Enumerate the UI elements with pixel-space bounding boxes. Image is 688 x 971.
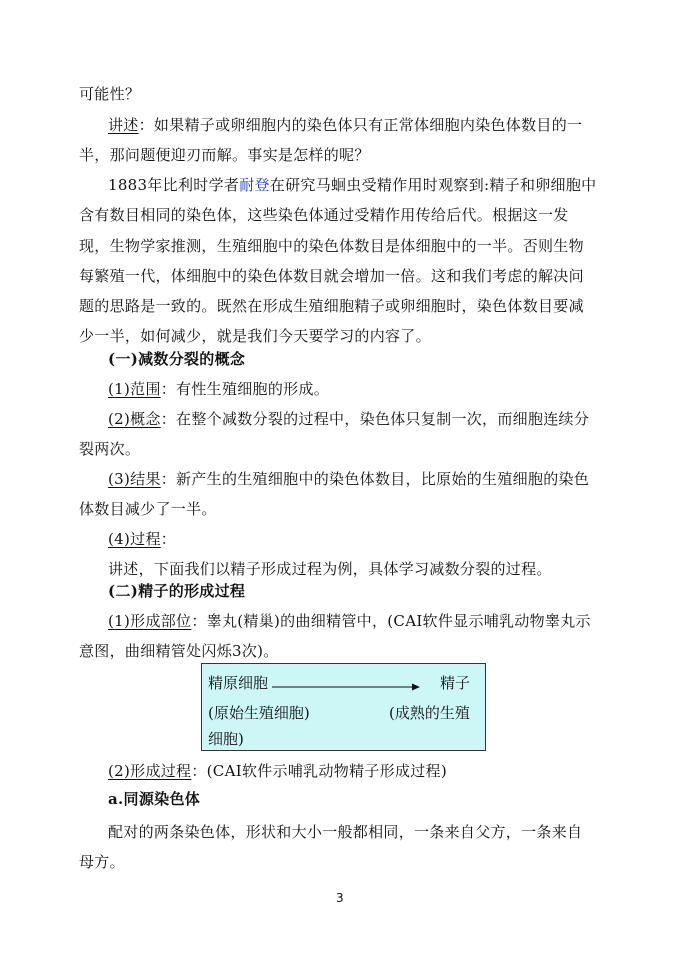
scientist-link[interactable]: 耐登 (239, 176, 270, 194)
lecture-paragraph-1-line2 (79, 145, 370, 165)
history-paragraph-line4 (79, 266, 584, 286)
item-label: (2)形成过程 (108, 762, 192, 780)
history-paragraph-line2 (79, 205, 569, 225)
item-location (108, 611, 591, 631)
section-heading-1 (108, 349, 245, 369)
text: ：新产生的生殖细胞中的染色体数目，比原始的生殖细胞的染色 (160, 470, 590, 488)
history-paragraph (108, 175, 596, 195)
item-concept-line2 (79, 439, 140, 459)
heading-text: (一)减数分裂的概念 (108, 350, 246, 368)
text: ：如果精子或卵细胞内的染色体只有正常体细胞内染色体数目的一 (138, 116, 583, 134)
lecture-paragraph-2 (108, 559, 552, 579)
item-scope (108, 379, 329, 399)
item-result (108, 469, 589, 489)
item-label: (1)形成部位 (108, 612, 192, 630)
diagram-source-note: (原始生殖细胞) (208, 704, 310, 722)
text: 可能性？ (79, 85, 141, 103)
item-formation-process (108, 761, 447, 781)
text: 裂两次。 (79, 440, 141, 458)
diagram-target-label: 精子 (440, 674, 471, 692)
arrow-right-icon (272, 683, 420, 691)
text: 1883年比利时学者 (108, 176, 240, 194)
text: 讲述，下面我们以精子形成过程为例，具体学习减数分裂的过程。 (108, 560, 552, 578)
item-location-line2 (79, 641, 279, 661)
page-number: 3 (336, 891, 344, 905)
item-process (108, 529, 176, 549)
text: 每繁殖一代，体细胞中的染色体数目就会增加一倍。这和我们考虑的解决问 (79, 267, 584, 285)
item-label: (3)结果 (108, 470, 161, 488)
heading-text: a.同源染色体 (108, 790, 201, 808)
text: 配对的两条染色体，形状和大小一般都相同，一条来自父方，一条来自 (108, 823, 583, 841)
text: 在研究马蛔虫受精作用时观察到:精子和卵细胞中 (269, 176, 597, 194)
item-concept (108, 409, 589, 429)
paragraph-continuation (79, 84, 140, 104)
homologous-definition-line2 (79, 852, 125, 872)
text: 体数目减少了一半。 (79, 500, 217, 518)
text: ：有性生殖细胞的形成。 (160, 380, 330, 398)
item-label: (1)范围 (108, 380, 161, 398)
text: ：(CAI软件示哺乳动物精子形成过程) (191, 762, 447, 780)
item-result-line2 (79, 499, 217, 519)
lecture-label: 讲述 (108, 116, 139, 134)
history-paragraph-line3 (79, 236, 584, 256)
text: 半，那问题便迎刃而解。事实是怎样的呢？ (79, 146, 370, 164)
item-label: (2)概念 (108, 410, 161, 428)
text: 现，生物学家推测，生殖细胞中的染色体数目是体细胞中的一半。否则生物 (79, 237, 584, 255)
text: ： (160, 530, 177, 548)
spermatogenesis-diagram-box (201, 663, 486, 751)
section-heading-2 (108, 581, 245, 601)
text: 母方。 (79, 853, 125, 871)
text: ：在整个减数分裂的过程中，染色体只复制一次，而细胞连续分 (160, 410, 590, 428)
history-paragraph-line5 (79, 296, 584, 316)
text: 题的思路是一致的。既然在形成生殖细胞精子或卵细胞时，染色体数目要减 (79, 297, 584, 315)
subsection-heading-a (108, 789, 200, 809)
lecture-paragraph-1 (108, 115, 582, 135)
diagram-target-note-cont: 细胞) (208, 730, 244, 748)
text: 少一半，如何减少，就是我们今天要学习的内容了。 (79, 327, 431, 345)
item-label: (4)过程 (108, 530, 161, 548)
diagram-source-label: 精原细胞 (208, 674, 269, 692)
history-paragraph-line6 (79, 326, 431, 346)
text: 意图，曲细精管处闪烁3次)。 (79, 642, 279, 660)
diagram-target-note: (成熟的生殖 (389, 704, 470, 722)
text: ：睾丸(精巢)的曲细精管中，(CAI软件显示哺乳动物睾丸示 (191, 612, 591, 630)
homologous-definition (108, 822, 582, 842)
text: 含有数目相同的染色体，这些染色体通过受精作用传给后代。根据这一发 (79, 206, 569, 224)
heading-text: (二)精子的形成过程 (108, 582, 246, 600)
